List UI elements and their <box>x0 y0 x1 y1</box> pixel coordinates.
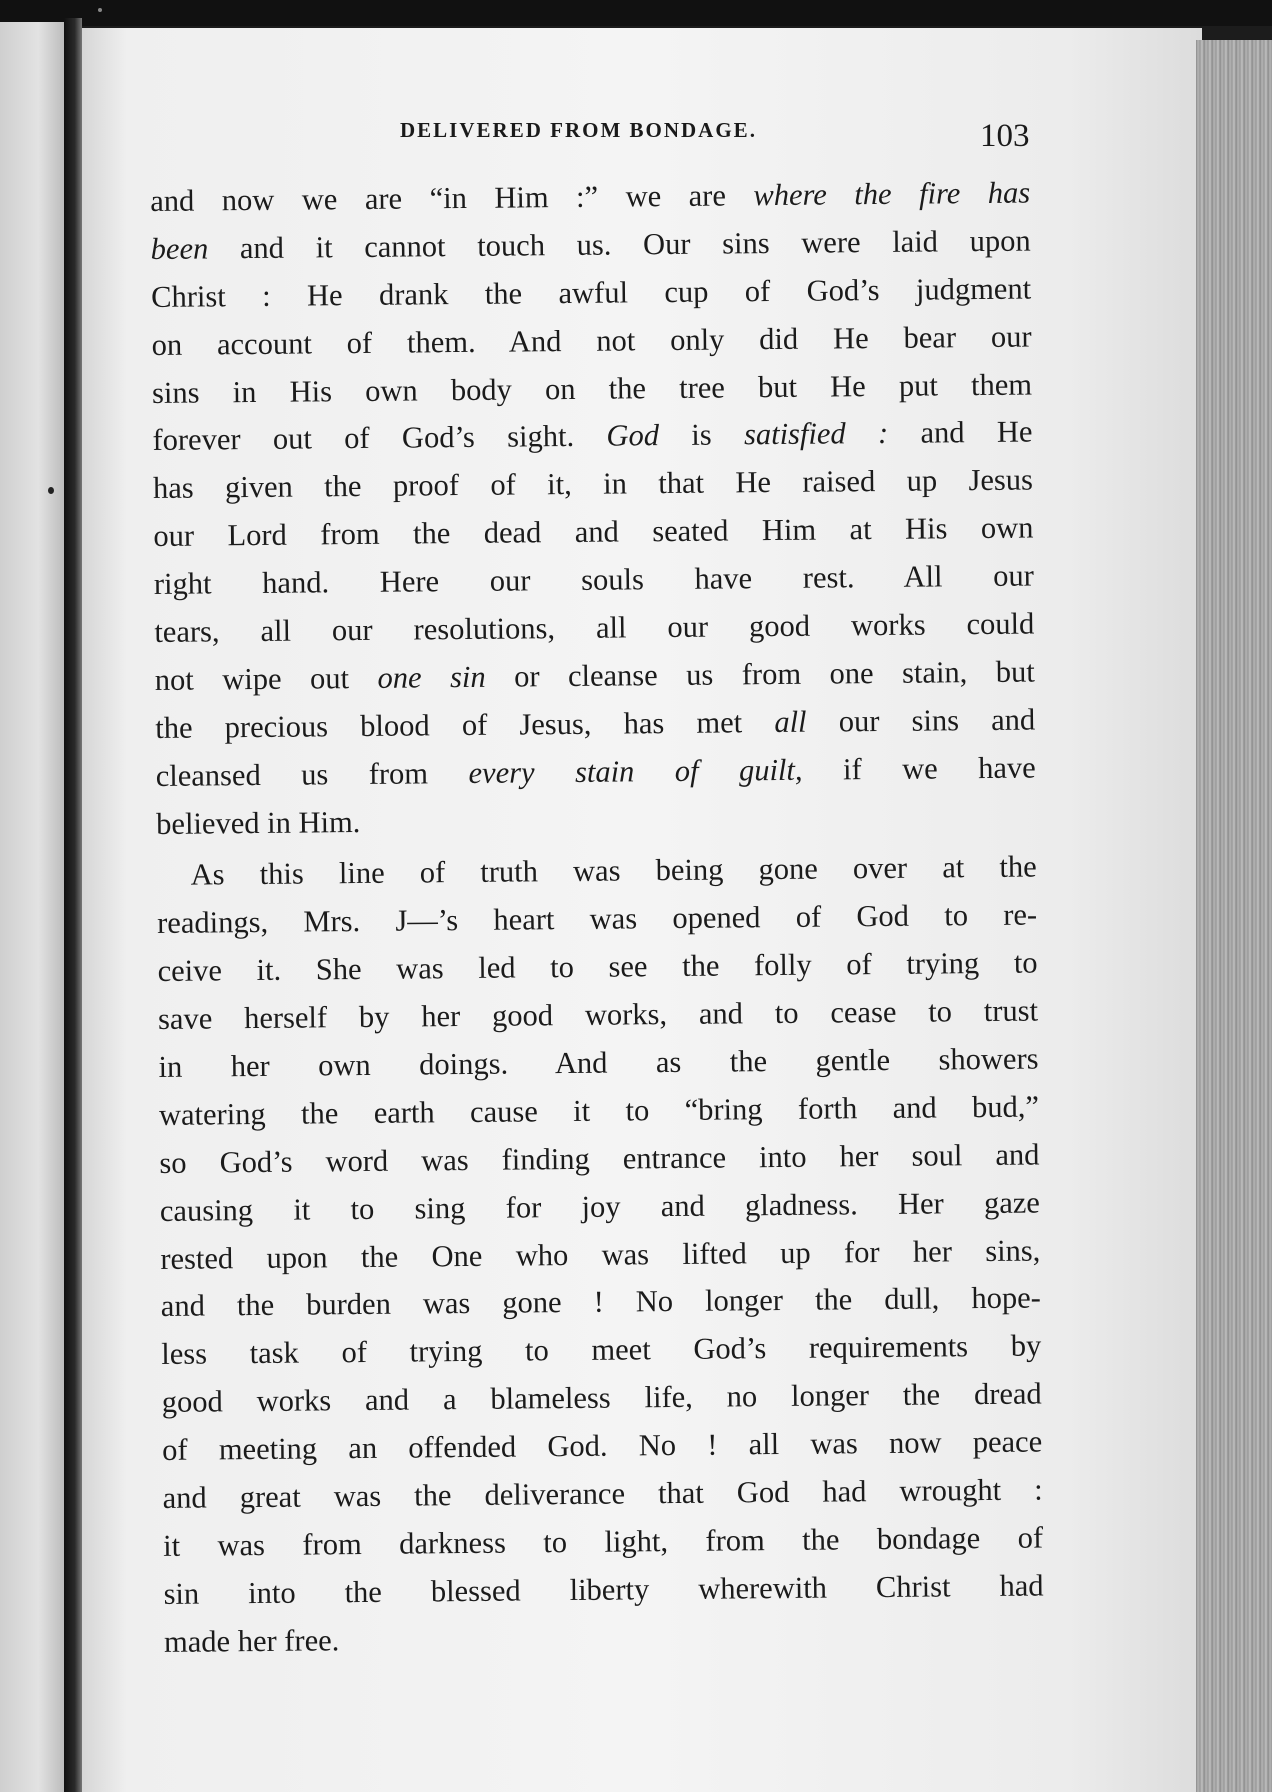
text-run: and now we are “in Him :” we are <box>150 178 754 218</box>
text-line <box>162 1371 1042 1427</box>
text-run: the precious blood of Jesus, has met <box>155 704 775 745</box>
text-run: forever out of God’s sight. <box>152 419 607 458</box>
text-line <box>151 265 1031 321</box>
running-head: DELIVERED FROM BONDAGE. <box>400 118 757 142</box>
italic-text: one sin <box>377 659 486 695</box>
text-run: save herself by her good works, and to cease to trust <box>157 993 1039 1037</box>
text-run: cleansed us from <box>155 755 469 793</box>
italic-text: every stain of guilt, <box>468 752 803 790</box>
text-line <box>162 1419 1042 1475</box>
text-line <box>158 1036 1038 1092</box>
text-line <box>156 844 1036 900</box>
text-run: ceive it. She was led to see the folly of trying to <box>157 945 1038 989</box>
text-line <box>160 1179 1040 1235</box>
page-number: 103 <box>980 118 1030 154</box>
text-run: is <box>658 417 745 453</box>
text-line <box>164 1610 1044 1666</box>
text-line <box>154 553 1034 609</box>
text-line <box>151 313 1031 369</box>
text-line <box>156 792 1036 848</box>
text-run: if we have <box>802 750 1036 787</box>
text-run: made her free. <box>163 1622 340 1659</box>
text-run: watering the earth cause it to “bring forth and bud,” <box>158 1089 1040 1132</box>
text-run: good works and a blameless life, no longer the dread <box>161 1376 1042 1420</box>
facing-page-edge <box>0 22 64 1792</box>
text-line <box>163 1562 1043 1618</box>
text-line <box>157 940 1037 996</box>
text-line <box>159 1131 1039 1187</box>
ink-speck <box>98 8 102 12</box>
italic-text: where the fire has <box>753 175 1031 213</box>
text-run: rested upon the One who was lifted up for her sins, <box>160 1233 1041 1276</box>
text-line <box>163 1514 1043 1570</box>
text-line <box>156 744 1036 800</box>
text-run: As this line of truth was being gone over at the <box>190 849 1037 893</box>
text-run: not wipe out <box>154 660 378 697</box>
text-line <box>150 217 1030 273</box>
text-line <box>162 1467 1042 1523</box>
text-run: or cleanse us from one stain, but <box>485 654 1035 694</box>
text-run: on account of them. And not only did He bear our <box>151 319 1032 362</box>
text-run: in her own doings. And as the gentle showers <box>158 1041 1039 1084</box>
text-line <box>161 1323 1041 1379</box>
text-run: readings, Mrs. J—’s heart was opened of God to re- <box>156 897 1038 941</box>
text-line <box>154 601 1034 657</box>
text-run: and it cannot touch us. Our sins were laid upon <box>208 223 1031 266</box>
page-block-edges <box>1196 40 1272 1792</box>
text-run: less task of trying to meet God’s requirements by <box>161 1328 1042 1372</box>
body-text <box>150 170 1044 1667</box>
text-run: believed in Him. <box>156 804 361 841</box>
text-line <box>155 648 1035 704</box>
text-run: Christ : He drank the awful cup of God’s judgment <box>150 271 1032 314</box>
ink-speck <box>48 487 54 494</box>
text-line <box>159 1083 1039 1139</box>
text-run: our sins and <box>806 702 1036 739</box>
italic-text: satisfied : <box>743 416 889 452</box>
text-line <box>155 696 1035 752</box>
text-line <box>153 505 1033 561</box>
text-line <box>157 892 1037 948</box>
text-run: sins in His own body on the tree but He put them <box>151 367 1033 410</box>
text-line <box>152 409 1032 465</box>
text-run: and He <box>888 414 1033 451</box>
text-run: tears, all our resolutions, all our good works could <box>154 606 1035 649</box>
text-run: causing it to sing for joy and gladness. Her gaze <box>159 1185 1041 1228</box>
italic-text: been <box>150 231 209 266</box>
text-run: sin into the blessed liberty wherewith Christ had <box>163 1568 1044 1611</box>
text-line <box>158 988 1038 1044</box>
text-line <box>161 1275 1041 1331</box>
text-run: and the burden was gone ! No longer the dull, hope- <box>160 1280 1041 1324</box>
italic-text: all <box>774 704 807 739</box>
text-run: it was from darkness to light, from the bondage of <box>162 1520 1044 1563</box>
italic-text: God <box>606 418 660 454</box>
text-line <box>160 1227 1040 1283</box>
text-run: has given the proof of it, in that He raised up Jesus <box>152 462 1034 506</box>
text-run: and great was the deliverance that God had wrought : <box>162 1472 1043 1515</box>
text-line <box>153 457 1033 513</box>
text-run: right hand. Here our souls have rest. All our <box>153 558 1035 602</box>
text-run: our Lord from the dead and seated Him at His own <box>153 510 1034 554</box>
text-run: of meeting an offended God. No ! all was now peace <box>162 1424 1043 1468</box>
text-run: so God’s word was finding entrance into her soul and <box>159 1137 1040 1180</box>
text-line <box>150 170 1030 226</box>
text-line <box>152 361 1032 417</box>
scan-top-border <box>0 0 1272 26</box>
book-gutter <box>64 18 82 1792</box>
